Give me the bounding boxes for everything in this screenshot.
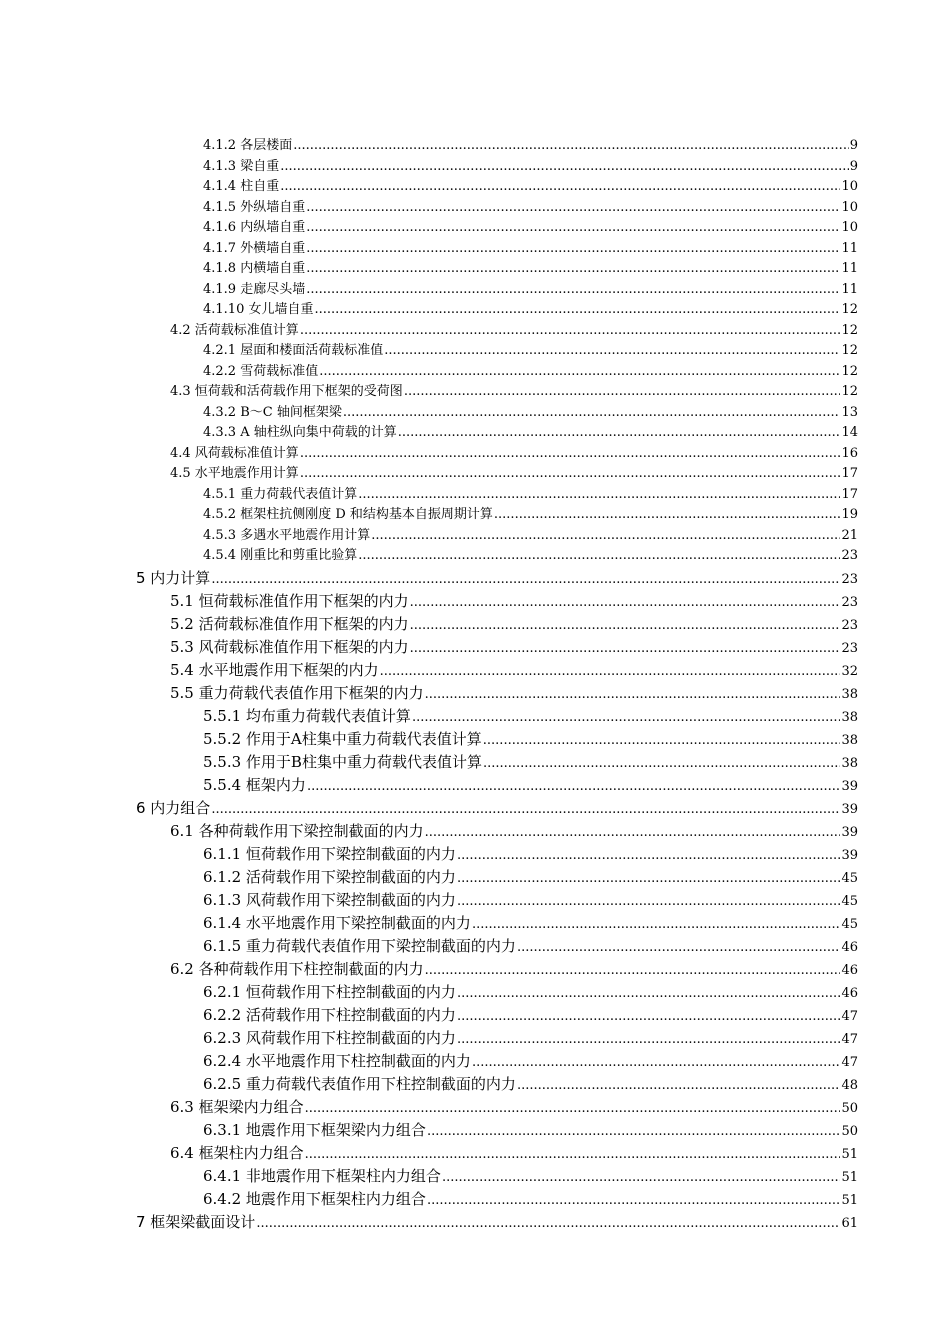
toc-entry-page-number: 12	[841, 384, 858, 399]
toc-entry-title: 7 框架梁截面设计	[136, 1212, 256, 1231]
toc-entry[interactable]	[203, 866, 858, 889]
toc-dot-leader	[494, 505, 841, 525]
toc-entry-page-number: 13	[841, 404, 858, 420]
toc-dot-leader	[398, 423, 841, 443]
toc-entry[interactable]	[203, 1004, 858, 1027]
toc-dot-leader	[404, 382, 841, 402]
toc-entry-title: 4.1.4 柱自重	[203, 179, 280, 194]
toc-entry-page-number: 46	[841, 962, 858, 978]
toc-entry[interactable]	[203, 259, 858, 279]
toc-entry-page-number: 38	[841, 755, 858, 771]
toc-entry[interactable]	[203, 935, 858, 958]
toc-dot-leader	[306, 280, 840, 300]
toc-entry[interactable]	[203, 728, 858, 751]
toc-entry-title: 6.1.3 风荷载作用下梁控制截面的内力	[203, 890, 456, 909]
toc-dot-leader	[211, 798, 840, 821]
toc-entry-title: 4.4 风荷载标准值计算	[170, 445, 299, 461]
toc-entry-page-number: 38	[841, 709, 858, 725]
toc-dot-leader	[300, 464, 841, 484]
toc-entry[interactable]	[203, 889, 858, 912]
toc-dot-leader	[358, 546, 840, 566]
toc-entry[interactable]	[170, 820, 858, 843]
toc-dot-leader	[300, 321, 841, 341]
toc-entry-page-number: 51	[841, 1146, 858, 1162]
toc-entry[interactable]	[203, 198, 858, 218]
toc-dot-leader	[457, 890, 841, 913]
toc-entry[interactable]	[203, 300, 858, 320]
toc-entry[interactable]	[170, 1142, 858, 1165]
toc-dot-leader	[319, 362, 840, 382]
toc-entry-title: 4.1.2 各层楼面	[203, 138, 293, 153]
toc-entry-page-number: 51	[841, 1192, 858, 1208]
toc-entry-page-number: 48	[841, 1077, 858, 1093]
toc-dot-leader	[472, 913, 841, 936]
toc-dot-leader	[306, 218, 840, 238]
toc-entry-title: 5.2 活荷载标准值作用下框架的内力	[170, 614, 409, 633]
toc-entry-page-number: 23	[841, 594, 858, 610]
toc-entry-page-number: 46	[841, 985, 858, 1001]
toc-dot-leader	[305, 1143, 841, 1166]
toc-dot-leader	[427, 1120, 841, 1143]
toc-entry[interactable]	[203, 341, 858, 361]
toc-entry-page-number: 21	[841, 527, 858, 543]
toc-entry-page-number: 39	[841, 847, 858, 863]
toc-entry-title: 6.3.1 地震作用下框架梁内力组合	[203, 1120, 426, 1139]
toc-dot-leader	[380, 660, 841, 683]
toc-entry[interactable]	[203, 505, 858, 525]
toc-entry-title: 6.2 各种荷载作用下柱控制截面的内力	[170, 959, 424, 978]
toc-entry-title: 4.1.3 梁自重	[203, 158, 280, 174]
toc-entry[interactable]	[203, 423, 858, 443]
toc-entry-page-number: 46	[841, 939, 858, 955]
toc-entry-title: 6.2.5 重力荷载代表值作用下柱控制截面的内力	[203, 1074, 516, 1093]
toc-entry-page-number: 11	[841, 281, 858, 297]
toc-entry-title: 6.2.2 活荷载作用下柱控制截面的内力	[203, 1005, 456, 1024]
toc-dot-leader	[425, 821, 841, 844]
toc-entry-page-number: 39	[841, 801, 858, 817]
toc-entry-page-number: 47	[841, 1054, 858, 1070]
toc-entry[interactable]	[203, 1027, 858, 1050]
toc-entry-page-number: 23	[841, 548, 858, 563]
toc-entry[interactable]	[203, 751, 858, 774]
toc-entry[interactable]	[203, 239, 858, 259]
toc-entry-page-number: 16	[841, 445, 858, 461]
toc-entry-page-number: 61	[841, 1215, 858, 1231]
toc-dot-leader	[305, 1097, 841, 1120]
toc-dot-leader	[410, 591, 841, 614]
toc-entry-page-number: 9	[849, 138, 858, 153]
toc-dot-leader	[427, 1189, 841, 1212]
toc-entry-page-number: 14	[841, 425, 858, 440]
toc-dot-leader	[425, 683, 841, 706]
toc-dot-leader	[517, 936, 841, 959]
toc-entry-page-number: 12	[841, 363, 858, 379]
toc-entry[interactable]	[203, 362, 858, 382]
toc-entry-page-number: 45	[841, 893, 858, 909]
toc-entry-page-number: 23	[841, 617, 858, 633]
toc-entry-page-number: 9	[849, 158, 858, 174]
toc-entry-title: 4.5 水平地震作用计算	[170, 466, 299, 481]
toc-entry-page-number: 38	[841, 686, 858, 702]
toc-entry-page-number: 12	[841, 302, 858, 317]
toc-entry-title: 4.2 活荷载标准值计算	[170, 322, 299, 338]
toc-entry-page-number: 39	[841, 778, 858, 794]
toc-entry-title: 6.1.1 恒荷载作用下梁控制截面的内力	[203, 844, 456, 863]
toc-entry-title: 6.4 框架柱内力组合	[170, 1143, 304, 1162]
toc-dot-leader	[410, 614, 841, 637]
toc-entry[interactable]	[203, 526, 858, 546]
toc-entry[interactable]	[203, 705, 858, 728]
toc-entry-title: 6.1 各种荷载作用下梁控制截面的内力	[170, 821, 424, 840]
toc-entry-page-number: 38	[841, 732, 858, 748]
toc-entry-title: 5.5.4 框架内力	[203, 775, 306, 794]
toc-entry-page-number: 17	[841, 466, 858, 481]
toc-entry-page-number: 17	[841, 486, 858, 502]
toc-entry[interactable]	[203, 546, 858, 566]
toc-dot-leader	[343, 403, 841, 423]
toc-entry[interactable]	[203, 485, 858, 505]
toc-dot-leader	[280, 157, 849, 177]
toc-entry[interactable]	[170, 682, 858, 705]
toc-entry-title: 4.1.10 女儿墙自重	[203, 302, 314, 317]
toc-entry-page-number: 50	[841, 1100, 858, 1116]
toc-entry[interactable]	[203, 981, 858, 1004]
toc-entry[interactable]	[170, 958, 858, 981]
toc-entry-title: 6.4.1 非地震作用下框架柱内力组合	[203, 1166, 441, 1185]
toc-entry-title: 6.1.5 重力荷载代表值作用下梁控制截面的内力	[203, 936, 516, 955]
toc-dot-leader	[280, 177, 840, 197]
toc-entry-title: 4.3.3 A 轴柱纵向集中荷载的计算	[203, 425, 397, 440]
toc-dot-leader	[306, 198, 840, 218]
toc-entry-page-number: 19	[841, 507, 858, 522]
toc-entry-page-number: 50	[841, 1123, 858, 1139]
toc-entry[interactable]	[203, 157, 858, 177]
toc-entry-title: 5.5.3 作用于B柱集中重力荷载代表值计算	[203, 752, 482, 771]
toc-entry[interactable]	[203, 136, 858, 156]
toc-entry-title: 4.1.9 走廊尽头墙	[203, 281, 306, 297]
toc-entry[interactable]	[170, 590, 858, 613]
toc-entry[interactable]	[170, 464, 858, 484]
toc-entry-page-number: 47	[841, 1008, 858, 1024]
toc-entry[interactable]	[170, 1096, 858, 1119]
toc-dot-leader	[457, 844, 841, 867]
toc-entry-title: 4.1.6 内纵墙自重	[203, 220, 306, 235]
toc-entry-page-number: 23	[841, 571, 858, 587]
toc-entry-title: 4.3 恒荷载和活荷载作用下框架的受荷图	[170, 384, 403, 399]
toc-entry[interactable]	[203, 403, 858, 423]
toc-entry-page-number: 10	[841, 199, 858, 215]
toc-entry-page-number: 47	[841, 1031, 858, 1047]
toc-entry-title: 6.3 框架梁内力组合	[170, 1097, 304, 1116]
toc-entry[interactable]	[170, 444, 858, 464]
toc-entry-title: 5.3 风荷载标准值作用下框架的内力	[170, 637, 409, 656]
toc-entry[interactable]	[203, 843, 858, 866]
toc-entry-title: 4.1.7 外横墙自重	[203, 240, 306, 256]
toc-dot-leader	[442, 1166, 841, 1189]
toc-entry-title: 4.3.2 B～C 轴间框架梁	[203, 404, 342, 420]
toc-entry-title: 6.1.2 活荷载作用下梁控制截面的内力	[203, 867, 456, 886]
toc-entry-title: 4.2.1 屋面和楼面活荷载标准值	[203, 343, 384, 358]
toc-entry[interactable]	[203, 1119, 858, 1142]
toc-dot-leader	[371, 526, 840, 546]
toc-entry-page-number: 12	[841, 343, 858, 358]
toc-entry-title: 5.4 水平地震作用下框架的内力	[170, 660, 379, 679]
toc-entry-page-number: 45	[841, 870, 858, 886]
toc-entry[interactable]	[170, 636, 858, 659]
toc-dot-leader	[412, 706, 841, 729]
toc-entry[interactable]	[203, 218, 858, 238]
toc-entry-title: 5.1 恒荷载标准值作用下框架的内力	[170, 591, 409, 610]
toc-entry-page-number: 12	[841, 322, 858, 338]
toc-entry-title: 4.1.8 内横墙自重	[203, 261, 306, 276]
toc-entry-title: 6.4.2 地震作用下框架柱内力组合	[203, 1189, 426, 1208]
toc-entry-title: 4.5.2 框架柱抗侧刚度 D 和结构基本自振周期计算	[203, 507, 493, 522]
toc-entry-title: 6.2.4 水平地震作用下柱控制截面的内力	[203, 1051, 471, 1070]
toc-dot-leader	[457, 982, 841, 1005]
toc-entry[interactable]	[203, 1165, 858, 1188]
toc-entry-title: 5 内力计算	[136, 568, 211, 587]
toc-entry-page-number: 10	[841, 179, 858, 194]
toc-entry[interactable]	[203, 177, 858, 197]
toc-dot-leader	[457, 1005, 841, 1028]
toc-entry[interactable]	[203, 1050, 858, 1073]
toc-entry-page-number: 45	[841, 916, 858, 932]
toc-dot-leader	[358, 485, 840, 505]
toc-entry[interactable]	[136, 797, 858, 820]
toc-dot-leader	[425, 959, 841, 982]
toc-entry-title: 4.5.4 刚重比和剪重比验算	[203, 548, 358, 563]
toc-entry[interactable]	[170, 321, 858, 341]
toc-dot-leader	[384, 341, 840, 361]
toc-dot-leader	[483, 729, 841, 752]
toc-entry[interactable]	[170, 659, 858, 682]
toc-entry-title: 4.2.2 雪荷载标准值	[203, 363, 319, 379]
toc-entry-page-number: 11	[841, 261, 858, 276]
toc-entry-page-number: 39	[841, 824, 858, 840]
toc-entry[interactable]	[203, 774, 858, 797]
toc-entry-title: 5.5.2 作用于A柱集中重力荷载代表值计算	[203, 729, 482, 748]
toc-entry-page-number: 51	[841, 1169, 858, 1185]
toc-entry-title: 4.5.1 重力荷载代表值计算	[203, 486, 358, 502]
toc-entry[interactable]	[203, 280, 858, 300]
toc-entry[interactable]	[170, 382, 858, 402]
toc-entry-page-number: 10	[841, 220, 858, 235]
toc-dot-leader	[472, 1051, 841, 1074]
toc-entry[interactable]	[203, 1073, 858, 1096]
toc-dot-leader	[293, 136, 849, 156]
toc-entry-title: 6 内力组合	[136, 798, 211, 817]
toc-dot-leader	[457, 1028, 841, 1051]
toc-entry-title: 5.5.1 均布重力荷载代表值计算	[203, 706, 411, 725]
toc-dot-leader	[211, 568, 840, 591]
toc-entry-title: 4.1.5 外纵墙自重	[203, 199, 306, 215]
toc-entry[interactable]	[136, 1211, 858, 1234]
toc-entry[interactable]	[170, 613, 858, 636]
toc-dot-leader	[410, 637, 841, 660]
toc-dot-leader	[517, 1074, 841, 1097]
toc-dot-leader	[300, 444, 841, 464]
toc-dot-leader	[256, 1212, 840, 1235]
toc-entry-title: 4.5.3 多遇水平地震作用计算	[203, 527, 371, 543]
toc-entry[interactable]	[136, 567, 858, 590]
toc-dot-leader	[307, 775, 841, 798]
toc-dot-leader	[457, 867, 841, 890]
toc-entry-title: 6.2.3 风荷载作用下柱控制截面的内力	[203, 1028, 456, 1047]
toc-entry-page-number: 23	[841, 640, 858, 656]
toc-dot-leader	[306, 259, 840, 279]
toc-entry-page-number: 11	[841, 240, 858, 256]
toc-entry[interactable]	[203, 912, 858, 935]
toc-dot-leader	[483, 752, 840, 775]
toc-entry[interactable]	[203, 1188, 858, 1211]
toc-entry-page-number: 32	[841, 663, 858, 679]
toc-entry-title: 6.2.1 恒荷载作用下柱控制截面的内力	[203, 982, 456, 1001]
toc-dot-leader	[306, 239, 840, 259]
toc-dot-leader	[314, 300, 840, 320]
toc-entry-title: 6.1.4 水平地震作用下梁控制截面的内力	[203, 913, 471, 932]
toc-entry-title: 5.5 重力荷载代表值作用下框架的内力	[170, 683, 424, 702]
